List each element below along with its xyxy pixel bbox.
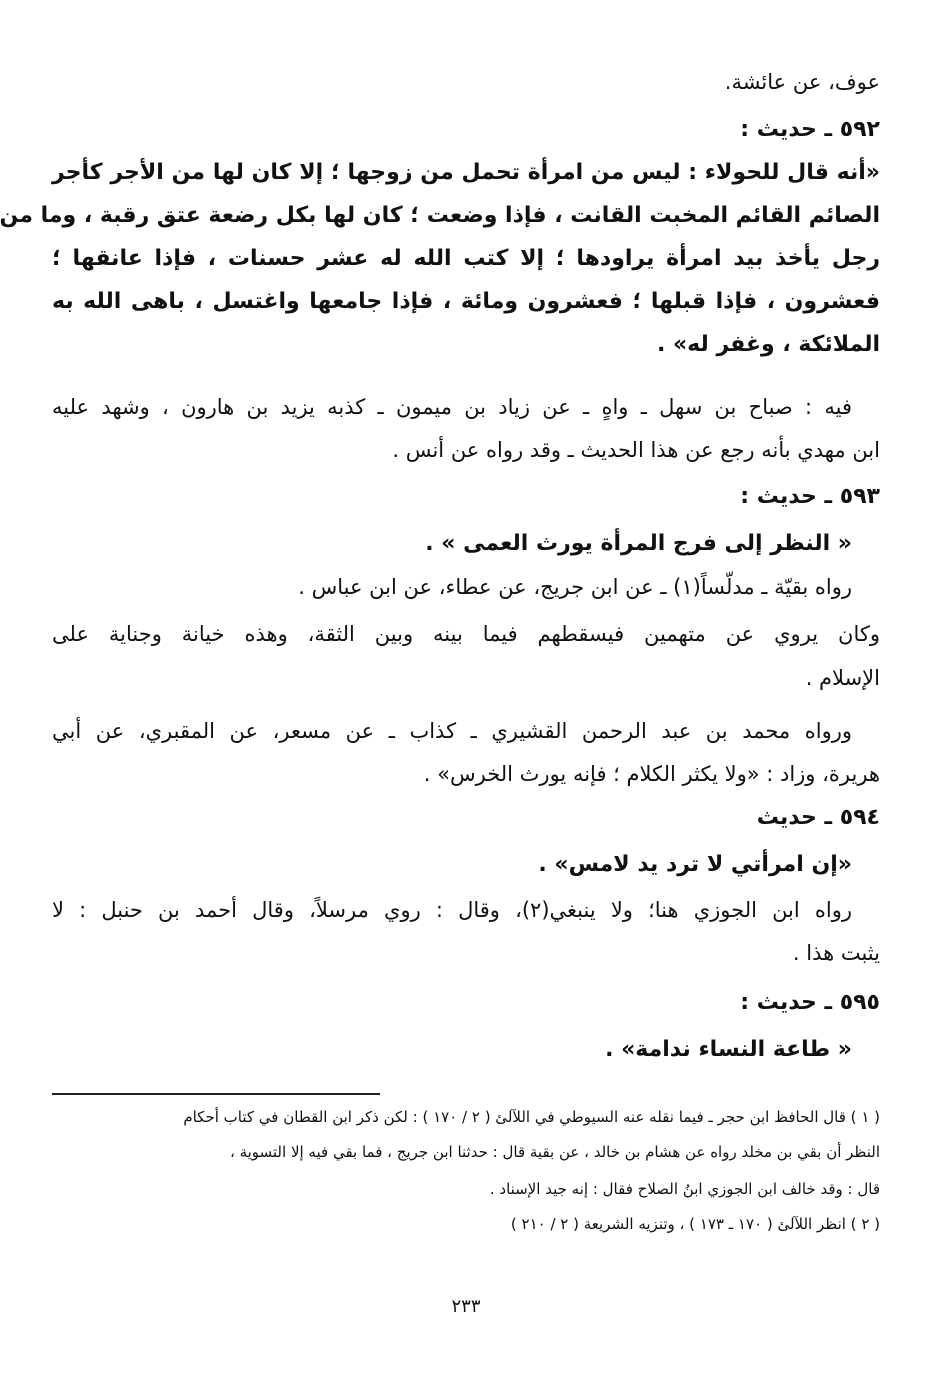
commentary-line: ابن مهدي بأنه رجع عن هذا الحديث ـ وقد رواه عن أنس . xyxy=(392,438,880,462)
hadith-592-heading: ٥٩٢ ـ حديث : xyxy=(740,117,880,142)
footnote-separator xyxy=(52,1093,380,1095)
hadith-593-heading: ٥٩٣ ـ حديث : xyxy=(740,484,880,509)
hadith-594-heading: ٥٩٤ ـ حديث xyxy=(756,805,880,830)
hadith-592-line: الملائكة ، وغفر له» . xyxy=(656,332,880,357)
hadith-592-line: فعشرون ، فإذا قبلها ؛ فعشرون ومائة ، فإذا جامعها واغتسل ، باهى الله به xyxy=(52,289,880,314)
footnote-line: قال : وقد خالف ابن الجوزي ابنُ الصلاح فقال : إنه جيد الإسناد . xyxy=(489,1180,880,1198)
continuation-line: عوف، عن عائشة. xyxy=(724,70,880,94)
page-number: ٢٣٣ xyxy=(451,1296,481,1317)
footnote-line: النظر أن بقي بن مخلد رواه عن هشام بن خالد ، عن بقية قال : حدثنا ابن جريج ، فما بقي فيه إلا التسوية ، xyxy=(229,1143,880,1161)
commentary-line: فيه : صباح بن سهل ـ واهٍ ـ عن زياد بن ميمون ـ كذبه يزيد بن هارون ، وشهد عليه xyxy=(52,395,852,419)
commentary-line: هريرة، وزاد : «ولا يكثر الكلام ؛ فإنه يورث الخرس» . xyxy=(423,762,880,786)
commentary-line: رواه ابن الجوزي هنا؛ ولا ينبغي(٢)، وقال : روي مرسلاً، وقال أحمد بن حنبل : لا xyxy=(52,898,852,922)
hadith-592-line: الصائم القائم المخبت القانت ، فإذا وضعت ؛ كان لها بكل رضعة عتق رقبة ، وما من xyxy=(0,203,880,228)
hadith-594-text: «إن امرأتي لا ترد يد لامس» . xyxy=(538,852,852,877)
footnote-line: ( ١ ) قال الحافظ ابن حجر ـ فيما نقله عنه السيوطي في اللآلئ ( ٢ / ١٧٠ ) : لكن ذكر ابن القطان في كتاب أحكام xyxy=(183,1108,880,1126)
commentary-line: يثبت هذا . xyxy=(792,941,880,965)
hadith-592-line: «أنه قال للحولاء : ليس من امرأة تحمل من زوجها ؛ إلا كان لها من الأجر كأجر xyxy=(52,160,880,185)
hadith-595-heading: ٥٩٥ ـ حديث : xyxy=(740,990,880,1015)
hadith-595-text: « طاعة النساء ندامة» . xyxy=(605,1037,852,1062)
commentary-line: الإسلام . xyxy=(805,666,880,690)
hadith-592-line: رجل يأخذ بيد امرأة يراودها ؛ إلا كتب الله له عشر حسنات ، فإذا عانقها ؛ xyxy=(52,246,880,271)
hadith-593-text: « النظر إلى فرج المرأة يورث العمى » . xyxy=(425,531,852,556)
commentary-line: رواه بقيّة ـ مدلّساً(١) ـ عن ابن جريج، عن عطاء، عن ابن عباس . xyxy=(298,575,852,599)
footnote-line: ( ٢ ) انظر اللآلئ ( ١٧٠ ـ ١٧٣ ) ، وتنزيه الشريعة ( ٢ / ٢١٠ ) xyxy=(510,1215,880,1233)
commentary-line: ورواه محمد بن عبد الرحمن القشيري ـ كذاب ـ عن مسعر، عن المقبري، عن أبي xyxy=(52,719,852,743)
commentary-line: وكان يروي عن متهمين فيسقطهم فيما بينه وبين الثقة، وهذه خيانة وجناية على xyxy=(52,622,880,646)
